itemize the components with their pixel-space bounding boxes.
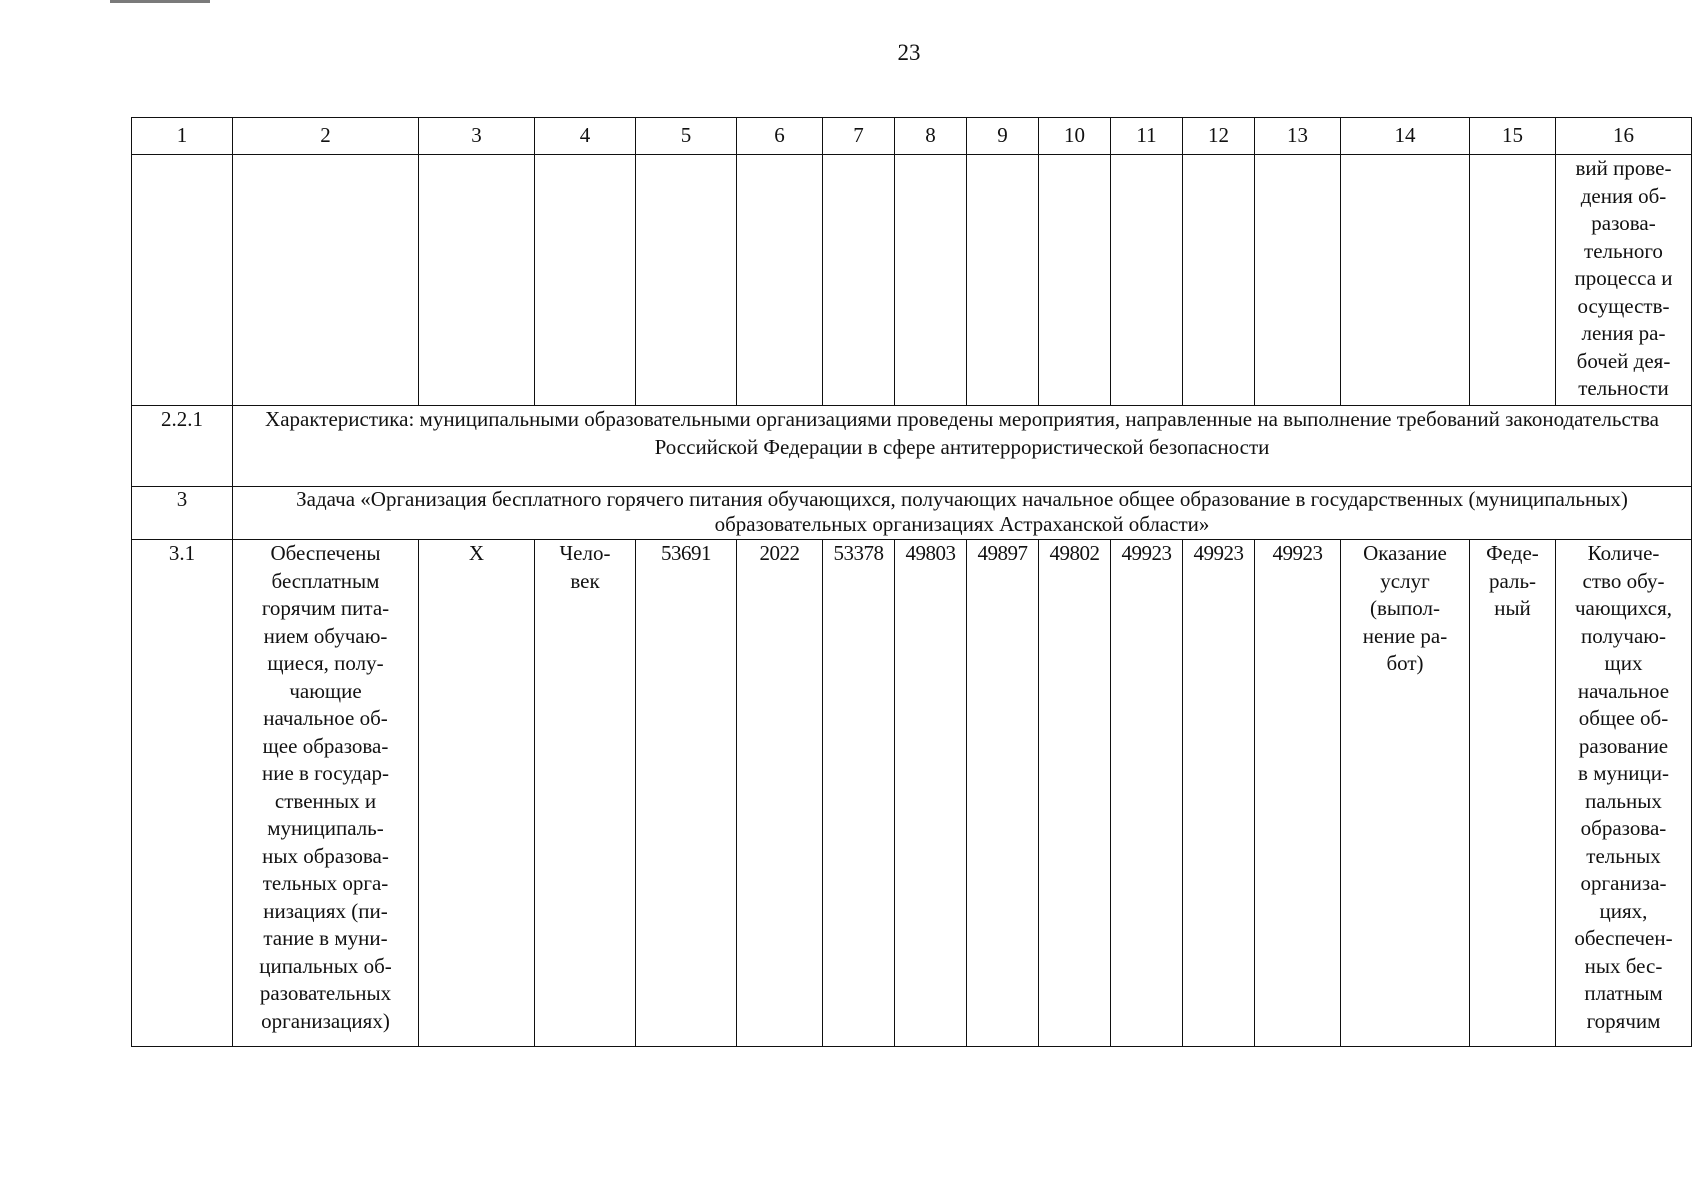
- result-type-cell: Оказание услуг (выпол- нение ра- бот): [1341, 540, 1470, 1047]
- description-cell: Количе- ство обу- чающихся, получаю- щих начальное общее об- разование в муници- пальных образова- тельных организа- циях, обеспечен- ных бес- платным горячим: [1556, 540, 1692, 1047]
- column-number: 6: [737, 118, 823, 155]
- row-3: [132, 487, 1692, 540]
- column-number: 8: [895, 118, 967, 155]
- column-number: 10: [1039, 118, 1111, 155]
- column-number: 5: [636, 118, 737, 155]
- column-number: 2: [233, 118, 419, 155]
- value-cell: 49802: [1039, 540, 1111, 1047]
- column-number: 11: [1111, 118, 1183, 155]
- table-cell: Х: [419, 540, 535, 1047]
- value-cell: 53691: [636, 540, 737, 1047]
- table-cell: [1341, 155, 1470, 406]
- table-cell: [895, 155, 967, 406]
- page-number: 23: [897, 40, 921, 65]
- characteristic-text: Характеристика: муниципальными образовательными организациями проведены мероприятия, направленные на выполнение требований законодательства Российской Федерации в сфере антитеррористической безопасности: [233, 406, 1692, 487]
- column-number: 15: [1470, 118, 1556, 155]
- table-cell: [1039, 155, 1111, 406]
- value-cell: 53378: [823, 540, 895, 1047]
- row-number: 2.2.1: [132, 406, 233, 487]
- value-cell: 49897: [967, 540, 1039, 1047]
- task-text: Задача «Организация бесплатного горячего питания обучающихся, получающих начальное общее образование в государственных (муниципальных) образовательных организациях Астраханской области»: [233, 487, 1692, 540]
- result-name-cell: Обеспечены бесплатным горячим пита- нием обучаю- щиеся, полу- чающие начальное об- щее образова- ние в государ- ственных и муниципаль- ных образова- тельных орга- низациях (пи- тание в муни- ципальных об- разовательных организациях): [233, 540, 419, 1047]
- table-cell: [233, 155, 419, 406]
- table-cell: [823, 155, 895, 406]
- table-cell: [1470, 155, 1556, 406]
- value-cell: 49923: [1111, 540, 1183, 1047]
- year-cell: 2022: [737, 540, 823, 1047]
- column-number: 14: [1341, 118, 1470, 155]
- column-number: 1: [132, 118, 233, 155]
- value-cell: 49803: [895, 540, 967, 1047]
- row-3-1: [132, 540, 1692, 1047]
- row-number: 3: [132, 487, 233, 540]
- column-number: 12: [1183, 118, 1255, 155]
- column-number: 16: [1556, 118, 1692, 155]
- continued-text-cell: вий прове- дения об- разова- тельного процесса и осуществ- ления ра- бочей дея- тельности: [1556, 155, 1692, 406]
- table-cell: [132, 155, 233, 406]
- row-number: 3.1: [132, 540, 233, 1047]
- value-cell: 49923: [1183, 540, 1255, 1047]
- column-number: 7: [823, 118, 895, 155]
- data-table: [131, 117, 1692, 1047]
- table-cell: [1111, 155, 1183, 406]
- column-number: 4: [535, 118, 636, 155]
- table-cell: [636, 155, 737, 406]
- table-cell: [1255, 155, 1341, 406]
- level-cell: Феде- раль- ный: [1470, 540, 1556, 1047]
- row-2-2-1: [132, 406, 1692, 487]
- column-number: 3: [419, 118, 535, 155]
- table-cell: [737, 155, 823, 406]
- column-number: 13: [1255, 118, 1341, 155]
- table-cell: [967, 155, 1039, 406]
- unit-cell: Чело- век: [535, 540, 636, 1047]
- column-number: 9: [967, 118, 1039, 155]
- continuation-row: [132, 155, 1692, 406]
- table-cell: [535, 155, 636, 406]
- value-cell: 49923: [1255, 540, 1341, 1047]
- column-number-row: [132, 118, 1692, 155]
- table-cell: [1183, 155, 1255, 406]
- table-cell: [419, 155, 535, 406]
- scan-edge-mark: [110, 0, 210, 3]
